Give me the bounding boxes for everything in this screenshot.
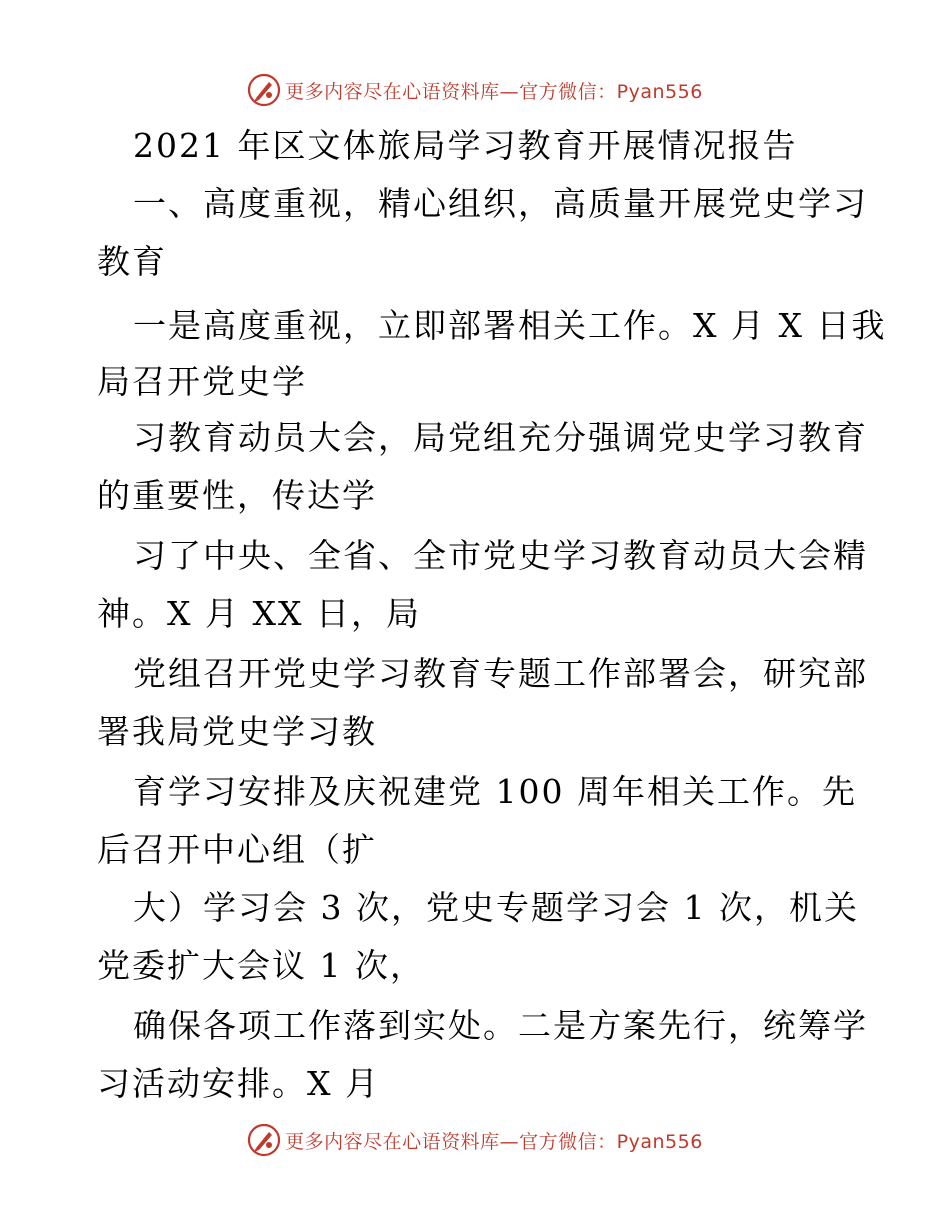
document-title: 2021 年区文体旅局学习教育开展情况报告 <box>133 126 798 165</box>
header-watermark <box>0 70 950 110</box>
text-line: 神。X 月 XX 日，局 <box>97 594 421 633</box>
text-line: 习活动安排。X 月 <box>97 1064 380 1103</box>
text-line: 党委扩大会议 1 次， <box>97 946 425 985</box>
text-line: 署我局党史学习教 <box>97 712 377 751</box>
text-line: 育学习安排及庆祝建党 100 周年相关工作。先 <box>133 772 857 811</box>
text-line: 习了中央、全省、全市党史学习教育动员大会精 <box>133 536 868 575</box>
text-line: 教育 <box>97 242 167 281</box>
text-line: 后召开中心组（扩 <box>97 830 377 869</box>
text-line: 习教育动员大会，局党组充分强调党史学习教育 <box>133 418 868 457</box>
text-line: 局召开党史学 <box>97 362 307 401</box>
text-line: 确保各项工作落到实处。二是方案先行，统筹学 <box>133 1006 868 1045</box>
watermark-text: 更多内容尽在心语资料库—官方微信：Pyan556 <box>285 1130 703 1153</box>
quill-logo-icon <box>247 73 281 107</box>
section-heading: 一、高度重视，精心组织，高质量开展党史学习 <box>133 184 868 223</box>
quill-logo-icon <box>247 1123 281 1157</box>
text-line: 党组召开党史学习教育专题工作部署会，研究部 <box>133 654 868 693</box>
text-line: 大）学习会 3 次，党史专题学习会 1 次，机关 <box>133 888 859 927</box>
watermark-text: 更多内容尽在心语资料库—官方微信：Pyan556 <box>285 80 703 103</box>
text-line: 的重要性，传达学 <box>97 476 377 515</box>
footer-watermark <box>0 1120 950 1160</box>
text-line: 一是高度重视，立即部署相关工作。X 月 X 日我 <box>133 306 887 345</box>
